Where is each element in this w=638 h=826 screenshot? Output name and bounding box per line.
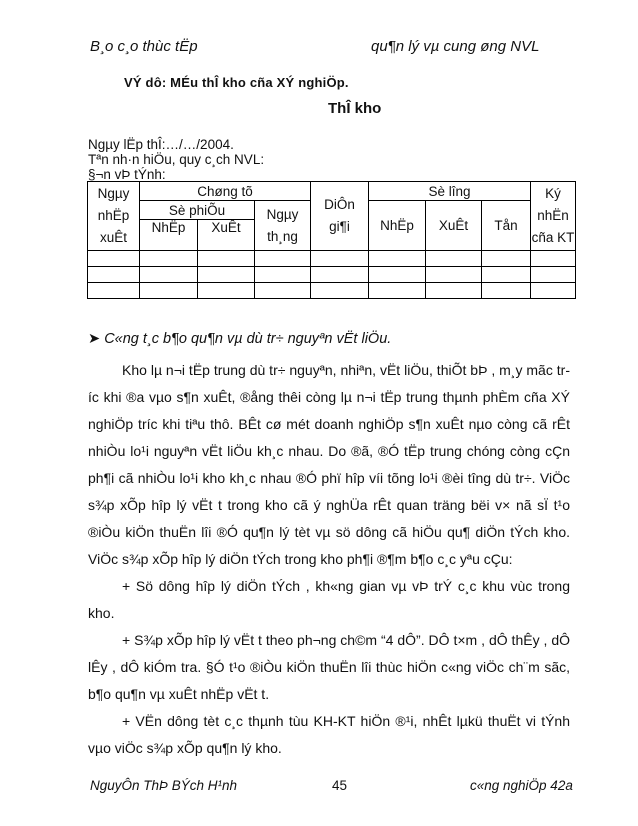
footer-author: NguyÔn ThÞ BÝch H¹nh: [90, 778, 238, 793]
col-qty-out-header: XuÊt: [426, 201, 482, 251]
col-number-header: Sè phiÕu: [140, 201, 255, 220]
col-qty-header: Sè lîng: [369, 182, 531, 201]
section-bullet: [88, 331, 391, 347]
arrow-bullet-icon: ➤: [88, 331, 101, 347]
col-date-header: Ngµy nhËp xuÊt: [88, 182, 140, 251]
col-note-header: DiÔn gi¶i: [311, 182, 369, 251]
table-row: [88, 251, 576, 267]
paragraph-req-1: + Sö dông hîp lý diÖn tÝch , kh«ng gian vµ vÞ trÝ c¸c khu vùc trong kho.: [88, 578, 570, 621]
meta-material-line: Tªn nh·n hiÖu, quy c¸ch NVL:: [88, 152, 265, 167]
stock-card-table: [87, 181, 576, 299]
col-qty-stock-header: Tån: [482, 201, 531, 251]
section-heading: C«ng t¸c b¶o qu¶n vµ dù tr÷ nguyªn vËt liÖu.: [104, 331, 392, 347]
page-number: 45: [332, 778, 348, 793]
paragraph-req-3: + VËn dông tèt c¸c thµnh tùu KH-KT hiÖn ®¹i, nhÊt lµkü thuËt vi tÝnh vµo viÖc s¾p xÕp qu¶n lý kho.: [88, 713, 570, 756]
meta-unit-line: §¬n vÞ tÝnh:: [88, 167, 166, 182]
header-left-title: B¸o c¸o thùc tËp: [90, 38, 198, 55]
paragraph-warehouse: Kho lµ n¬i tËp trung dù tr÷ nguyªn, nhiªn, vËt liÖu, thiÕt bÞ , m¸y mãc tríc khi ®a vµo s¶n xuÊt, ®ång thêi còng lµ n¬i tËp trung thµnh phÈm cña XÝ nghiÖp tríc khi tiªu thô. BÊt cø mét doanh nghiÖp s¶n xuÊt nµo còng cã rÊt nhiÒu lo¹i nguyªn vËt liÖu kh¸c nhau. Do ®ã, ®Ó tËp trung chóng còng cÇn ph¶i cã nhiÒu lo¹i kho kh¸c nhau ®Ó phï hîp víi tõng lo¹i ®èi tîng dù tr÷. ViÖc s¾p xÕp hîp lý vËt t trong kho cã ý nghÜa rÊt quan träng bëi v× nã sÏ t¹o ®iÒu kiÖn thuËn lîi ®Ó qu¶n lý tèt vµ sö dông cã hiÖu qu¶ diÖn tÝch kho. ViÖc s¾p xÕp hîp lý diÖn tÝch trong kho ph¶i ®¶m b¶o c¸c yªu cÇu:: [88, 362, 570, 567]
card-title: ThÎ kho: [328, 100, 382, 117]
table-row: [88, 283, 576, 299]
col-import-header: NhËp: [140, 220, 198, 251]
example-caption: VÝ dô: MÉu thÎ kho cña XÝ nghiÖp.: [124, 75, 349, 90]
col-qty-in-header: NhËp: [369, 201, 426, 251]
header-right-title: qu¶n lý vµ cung øng NVL: [371, 38, 540, 55]
body-text: [88, 357, 570, 762]
col-day-header: Ngµy th¸ng: [255, 201, 311, 251]
footer-class: c«ng nghiÖp 42a: [470, 778, 573, 793]
meta-date-line: Ngµy lËp thÎ:…/…/2004.: [88, 137, 234, 152]
col-sign-header: Ký nhËn cña KT: [531, 182, 576, 251]
paragraph-req-2: + S¾p xÕp hîp lý vËt t theo ph¬ng ch©m “4 dÔ”. DÔ t×m , dÔ thÊy , dÔ lÊy , dÔ kiÓm tra. §Ó t¹o ®iÒu kiÖn thuËn lîi thùc hiÖn c«ng viÖc ch¨m sãc, b¶o qu¶n vµ xuÊt nhËp vËt t.: [88, 632, 570, 702]
col-export-header: XuÊt: [198, 220, 255, 251]
table-row: [88, 267, 576, 283]
col-voucher-header: Chøng tõ: [140, 182, 311, 201]
